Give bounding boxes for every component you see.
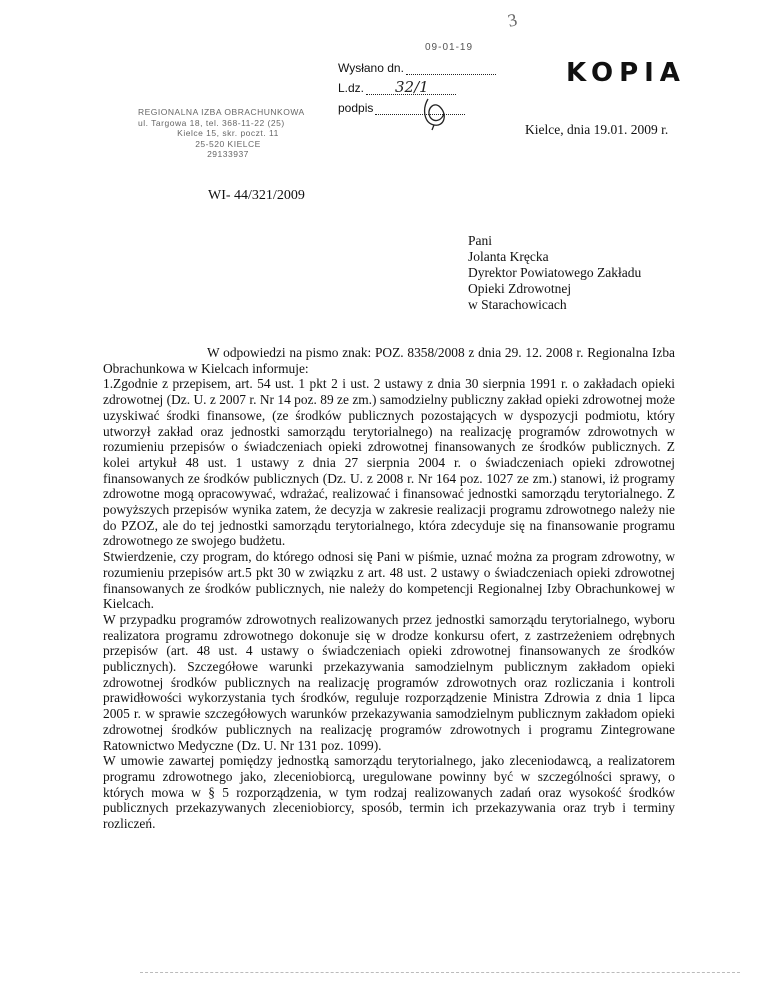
stamp-line-5: 29133937 — [207, 149, 249, 159]
sent-dots — [406, 62, 496, 75]
letter-body — [103, 345, 675, 832]
body-intro: W odpowiedzi na pismo znak: POZ. 8358/2008 z dnia 29. 12. 2008 r. Regionalna Izba Obrachunkowa w Kielcach informuje: — [103, 345, 675, 376]
recipient-block — [468, 233, 641, 313]
recipient-title-1: Dyrektor Powiatowego Zakładu — [468, 265, 642, 280]
recipient-title-2: Opieki Zdrowotnej — [468, 281, 572, 296]
recipient-salutation: Pani — [468, 233, 493, 248]
sign-label: podpis — [338, 101, 374, 115]
signature-scribble — [420, 95, 450, 131]
sign-row — [338, 95, 496, 115]
sent-label: Wysłano dn. — [338, 61, 404, 75]
body-paragraph-4: W umowie zawartej pomiędzy jednostką samorządu terytorialnego, jako zleceniodawcą, a realizatorem programu zdrowotnego jako, zleceniobiorcą, uregulowane powinny być w szczególności sprawy, o których mowa w § 5 rozporządzenia, w tym rodzaj realizowanych zadań oraz wysokość środków publicznych przekazywanych zleceniobiorcy, sposób, termin ich przekazywania oraz tryb i terminy rozliczeń. — [103, 753, 675, 832]
scan-edge-line — [140, 972, 740, 973]
stamp-line-2: ul. Targowa 18, tel. 368-11-22 (25) — [138, 117, 285, 128]
reference-number: WI- 44/321/2009 — [208, 188, 305, 203]
recipient-title-3: w Starachowicach — [468, 297, 567, 312]
office-stamp — [138, 107, 318, 160]
stamp-line-3: Kielce 15, skr. poczt. 11 — [177, 128, 279, 138]
sent-date-stamp: 09-01-19 — [425, 42, 474, 53]
body-paragraph-3: W przypadku programów zdrowotnych realizowanych przez jednostki samorządu terytorialnego, wyboru realizatora programu zdrowotnego dokonuje się w drodze konkursu ofert, z zastrzeżeniem odrębnych przepisów (art. 48 ust. 4 ustawy o świadczeniach opieki zdrowotnej finansowanych ze środków publicznych). Szczegółowe warunki przekazywania samodzielnym publicznym zakładom opieki zdrowotnej środków publicznych na realizację programów zdrowotnych oraz rozliczania i kontroli prawidłowości wykorzystania tych środków, reguluje rozporządzenie Ministra Zdrowia z dnia 1 lipca 2005 r. w sprawie szczegółowych warunków przekazywania samodzielnym publicznym zakładom opieki zdrowotnej środków publicznych na realizację programów zdrowotnych i programu Zintegrowane Ratownictwo Medyczne (Dz. U. Nr 131 poz. 1099). — [103, 611, 675, 753]
body-paragraph-2: Stwierdzenie, czy program, do którego odnosi się Pani w piśmie, uznać można za program zdrowotny, w rozumieniu przepisów art.5 pkt 30 w związku z art. 48 ust. 2 ustawy o świadczeniach opieki zdrowotnej finansowanych ze środków publicznych, nie należy do kompetencji Regionalnej Izby Obrachunkowej w Kielcach. — [103, 549, 675, 612]
copy-mark: KOPIA — [566, 58, 686, 88]
ld-number-handwritten: 32/1 — [395, 78, 429, 96]
recipient-name: Jolanta Kręcka — [468, 249, 549, 264]
place-date: Kielce, dnia 19.01. 2009 r. — [525, 122, 669, 137]
sent-row — [338, 55, 496, 75]
ld-label: L.dz. — [338, 81, 365, 95]
body-paragraph-1: 1.Zgodnie z przepisem, art. 54 ust. 1 pkt 2 i ust. 2 ustawy z dnia 30 sierpnia 1991 r. o zakładach opieki zdrowotnej (Dz. U. z 2007 r. Nr 14 poz. 89 ze zm.) samodzielny publiczny zakład opieki zdrowotnej może uzyskiwać środki finansowe, (ze środków publicznych pozostających w dyspozycji podmiotu, który utworzył zakład oraz jednostki samorządu terytorialnego) na realizację programów zdrowotnych w rozumieniu przepisów o świadczeniach opieki zdrowotnej finansowanych ze środków publicznych. Z kolei artykuł 48 ust. 1 ustawy z dnia 27 sierpnia 2004 r. o świadczeniach opieki zdrowotnej finansowanych ze środków publicznych (Dz. U. z 2008 r. Nr 164 poz. 1027 ze zm.) stanowi, iż programy zdrowotne mogą opracowywać, wdrażać, realizować i finansować jednostki samorządu terytorialnego. Z powyższych przepisów wynika zatem, że decyzja w zakresie realizacji programu zdrowotnego należy nie do PZOZ, ale do tej jednostki samorządu terytorialnego, która zdecyduje się na finansowanie programu zdrowotnego ze swojego budżetu. — [103, 376, 675, 549]
handwritten-page-mark: 3 — [505, 9, 519, 31]
stamp-line-1: REGIONALNA IZBA OBRACHUNKOWA — [138, 107, 305, 117]
stamp-line-4: 25-520 KIELCE — [195, 138, 261, 149]
